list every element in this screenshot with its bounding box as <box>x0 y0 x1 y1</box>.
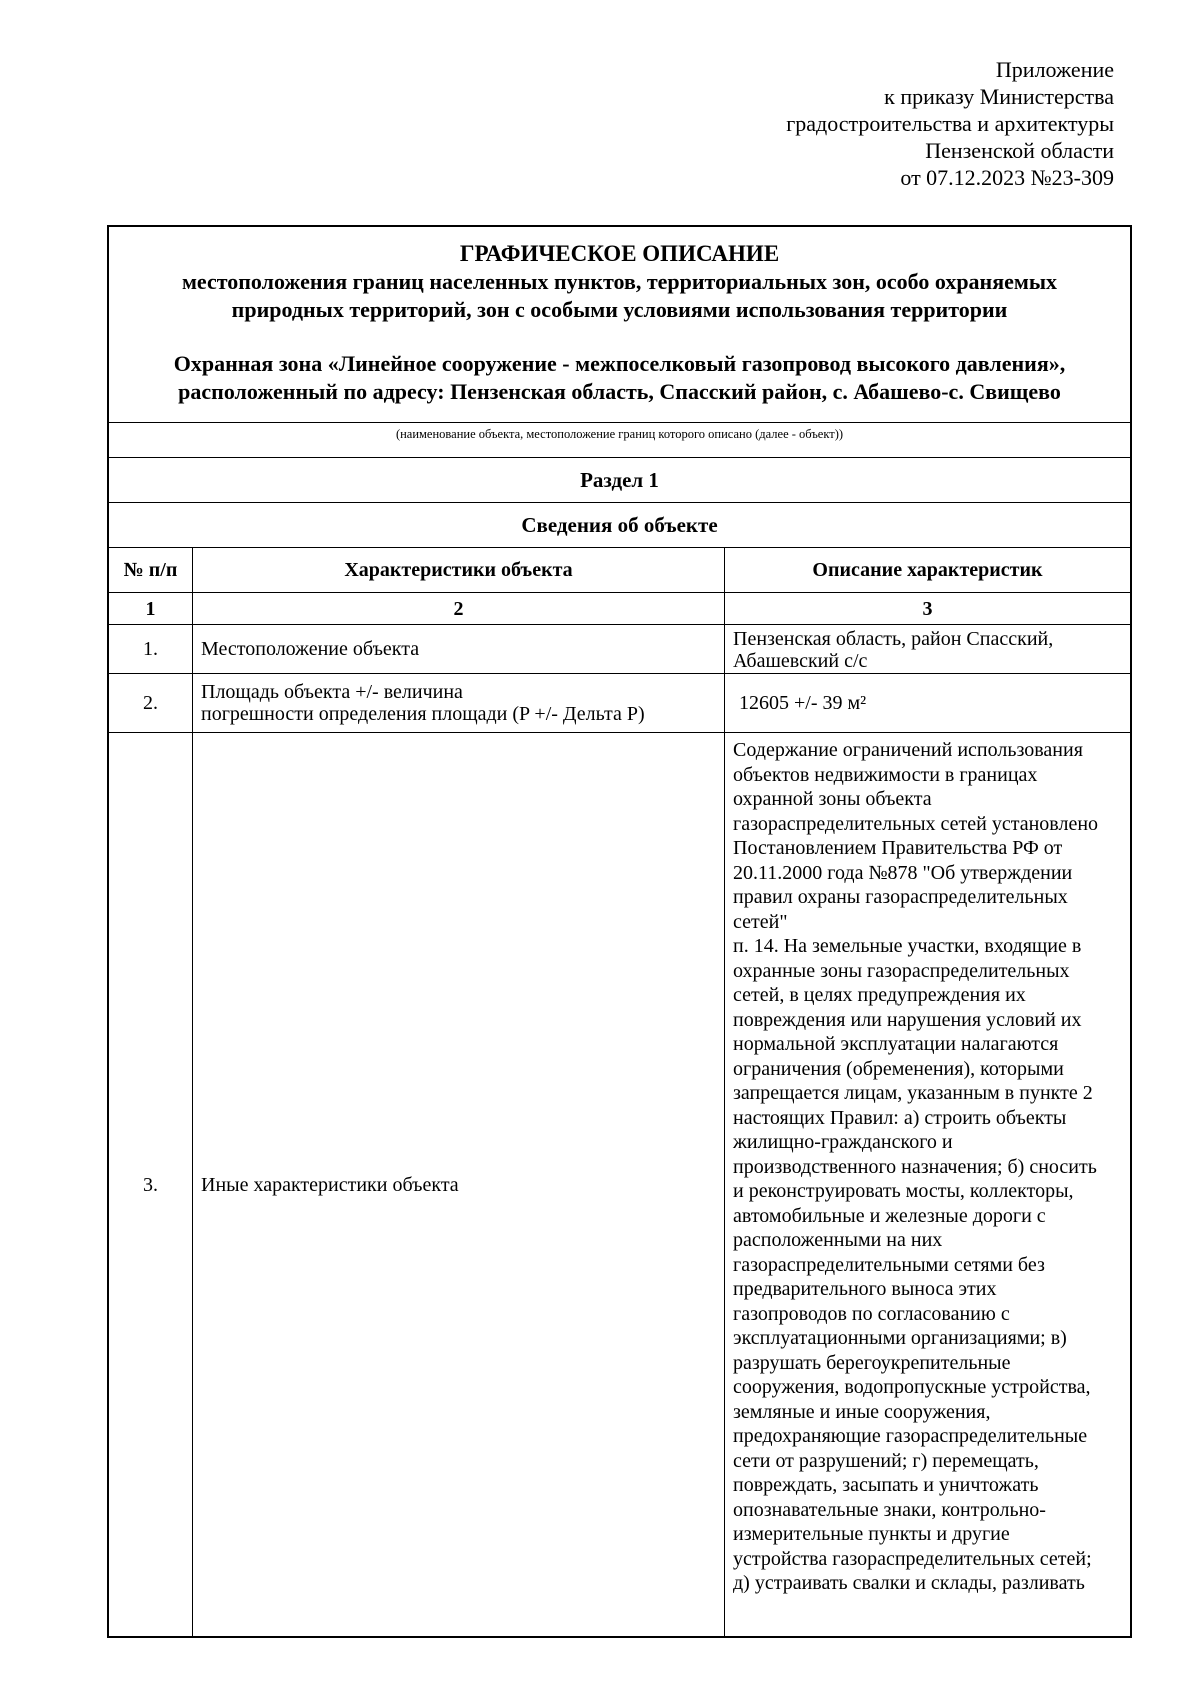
document-title: ГРАФИЧЕСКОЕ ОПИСАНИЕ <box>459 241 780 266</box>
description-line: газораспределительными сетями без <box>733 1253 1045 1276</box>
description-line: измерительные пункты и другие <box>733 1523 1010 1545</box>
description-line: предварительного выноса этих <box>733 1278 997 1300</box>
description-line: Постановлением Правительства РФ от <box>733 837 1063 859</box>
row-number: 3. <box>109 733 193 1637</box>
description-line: объектов недвижимости в границах <box>733 763 1038 786</box>
object-info-table <box>109 547 1130 1636</box>
description-line: устройства газораспределительных сетей; <box>733 1547 1092 1570</box>
description-line: охранной зоны объекта <box>733 788 932 810</box>
row-characteristic: Иные характеристики объекта <box>193 733 725 1637</box>
document-subtitle-line: природных территорий, зон с особыми условиями использования территории <box>231 297 1008 322</box>
description-line: повреждения или нарушения условий их <box>733 1008 1082 1031</box>
description-line: сетей" <box>733 910 788 933</box>
description-line: охранные зоны газораспределительных <box>733 959 1070 982</box>
description-line: сооружения, водопропускные устройства, <box>733 1376 1091 1398</box>
description-line: и реконструировать мосты, коллекторы, <box>733 1180 1074 1202</box>
row-description <box>725 733 1131 1637</box>
description-line: повреждать, засыпать и уничтожать <box>733 1474 1039 1496</box>
description-line: производственного назначения; б) сносить <box>733 1155 1097 1178</box>
column-number: 3 <box>725 593 1131 625</box>
column-number: 2 <box>193 593 725 625</box>
appendix-block <box>594 56 1114 191</box>
description-line: земляные и иные сооружения, <box>733 1400 991 1423</box>
document-frame <box>107 225 1132 1638</box>
description-line: газопроводов по согласованию с <box>733 1302 1010 1325</box>
object-name-line: расположенный по адресу: Пензенская область, Спасский район, с. Абашево-с. Свищево <box>178 379 1061 404</box>
description-line: газораспределительных сетей установлено <box>733 812 1099 835</box>
row-characteristic <box>193 674 725 733</box>
row-number: 2. <box>109 674 193 733</box>
section-heading: Сведения об объекте <box>109 502 1130 547</box>
header-spacer <box>119 324 1120 350</box>
section-label: Раздел 1 <box>109 457 1130 502</box>
table-header-row <box>109 548 1130 593</box>
description-line: автомобильные и железные дороги с <box>733 1204 1046 1227</box>
description-line: Содержание ограничений использования <box>733 739 1083 761</box>
description-line: правил охраны газораспределительных <box>733 886 1068 908</box>
appendix-line: Приложение <box>995 57 1114 82</box>
description-line: опознавательные знаки, контрольно- <box>733 1498 1046 1521</box>
column-number: 1 <box>109 593 193 625</box>
description-line: п. 14. На земельные участки, входящие в <box>733 935 1082 957</box>
table-row <box>109 625 1130 674</box>
description-line: 20.11.2000 года №878 "Об утверждении <box>733 861 1073 884</box>
object-name-note: (наименование объекта, местоположение границ которого описано (далее - объект)) <box>109 422 1130 457</box>
column-header-number: № п/п <box>109 548 193 593</box>
row-description <box>725 625 1131 674</box>
description-line: эксплуатационными организациями; в) <box>733 1327 1067 1349</box>
appendix-line: градостроительства и архитектуры <box>786 111 1114 136</box>
description-line: ограничения (обременения), которыми <box>733 1057 1064 1080</box>
object-name-line: Охранная зона «Линейное сооружение - межпоселковый газопровод высокого давления», <box>173 351 1066 376</box>
description-line: сети от разрушений; г) перемещать, <box>733 1449 1039 1472</box>
row-number: 1. <box>109 625 193 674</box>
appendix-date-number: от 07.12.2023 №23-309 <box>900 165 1114 190</box>
description-line: д) устраивать свалки и склады, разливать <box>733 1572 1085 1594</box>
appendix-line: к приказу Министерства <box>884 84 1114 109</box>
description-line: разрушать берегоукрепительные <box>733 1351 1011 1374</box>
column-header-characteristics: Характеристики объекта <box>193 548 725 593</box>
characteristic-line: Площадь объекта +/- величина <box>201 681 463 703</box>
description-line: предохраняющие газораспределительные <box>733 1425 1088 1447</box>
document-header <box>109 227 1130 422</box>
document-subtitle-line: местоположения границ населенных пунктов, территориальных зон, особо охраняемых <box>181 269 1058 294</box>
description-line: нормальной эксплуатации налагаются <box>733 1033 1059 1055</box>
column-number-row <box>109 593 1130 625</box>
description-line: Абашевский с/с <box>733 650 868 672</box>
description-line: запрещается лицам, указанным в пункте 2 <box>733 1082 1093 1104</box>
row-description: 12605 +/- 39 м² <box>725 674 1131 733</box>
row-characteristic: Местоположение объекта <box>193 625 725 674</box>
description-line: расположенными на них <box>733 1229 943 1251</box>
description-line: жилищно-гражданского и <box>733 1131 953 1153</box>
description-line: сетей, в целях предупреждения их <box>733 984 1026 1006</box>
table-row <box>109 733 1130 1637</box>
table-row <box>109 674 1130 733</box>
characteristic-line: погрешности определения площади (P +/- Дельта P) <box>201 703 645 725</box>
column-header-description: Описание характеристик <box>725 548 1131 593</box>
appendix-line: Пензенской области <box>925 138 1114 163</box>
description-line: Пензенская область, район Спасский, <box>733 628 1054 650</box>
description-line: настоящих Правил: а) строить объекты <box>733 1106 1067 1129</box>
